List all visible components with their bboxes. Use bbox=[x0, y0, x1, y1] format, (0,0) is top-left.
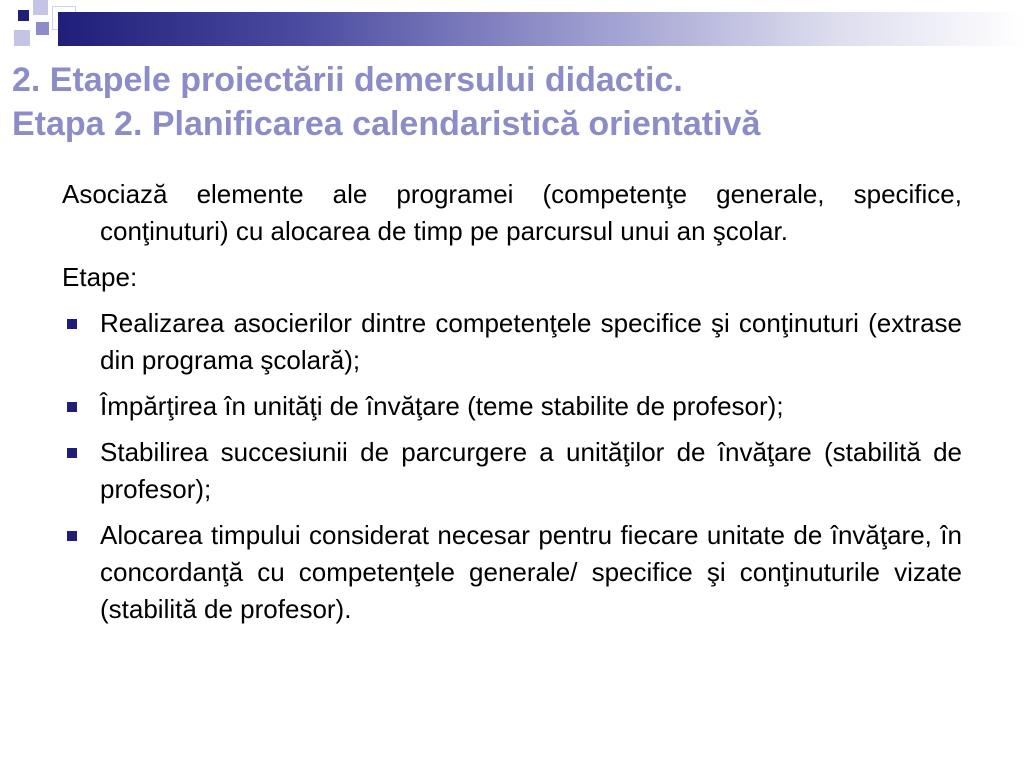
list-item-text: Alocarea timpului considerat necesar pentru fiecare unitate de învăţare, în concordanţă cu competenţele generale/ specifice şi conţinuturile vizate (stabilită de profesor). bbox=[100, 520, 962, 624]
slide-title bbox=[12, 58, 1017, 146]
slide-body bbox=[62, 176, 962, 637]
title-line-2: Etapa 2. Planificarea calendaristică orientativă bbox=[12, 105, 761, 143]
decorative-square bbox=[14, 30, 30, 46]
square-bullet-icon bbox=[67, 402, 77, 412]
steps-list bbox=[62, 305, 962, 628]
list-item-text: Stabilirea succesiunii de parcurgere a unităţilor de învăţare (stabilită de profesor); bbox=[100, 437, 962, 504]
list-item bbox=[62, 434, 962, 508]
square-bullet-icon bbox=[67, 319, 77, 329]
decorative-square bbox=[33, 0, 48, 15]
decorative-square bbox=[18, 10, 29, 21]
list-item bbox=[62, 388, 962, 425]
list-item bbox=[62, 517, 962, 628]
square-bullet-icon bbox=[67, 531, 77, 541]
steps-label: Etape: bbox=[62, 262, 138, 292]
list-item-text: Împărţirea în unităţi de învăţare (teme stabilite de profesor); bbox=[100, 391, 784, 421]
list-item bbox=[62, 305, 962, 379]
intro-paragraph: Asociază elemente ale programei (competenţe generale, specifice, conţinuturi) cu alocarea de timp pe parcursul unui an şcolar. bbox=[62, 179, 962, 246]
header-gradient-band bbox=[58, 12, 1024, 46]
square-bullet-icon bbox=[67, 448, 77, 458]
list-item-text: Realizarea asocierilor dintre competenţele specifice şi conţinuturi (extrase din programa şcolară); bbox=[100, 308, 962, 375]
title-line-1: 2. Etapele proiectării demersului didactic. bbox=[12, 61, 683, 99]
decorative-square bbox=[36, 22, 49, 35]
